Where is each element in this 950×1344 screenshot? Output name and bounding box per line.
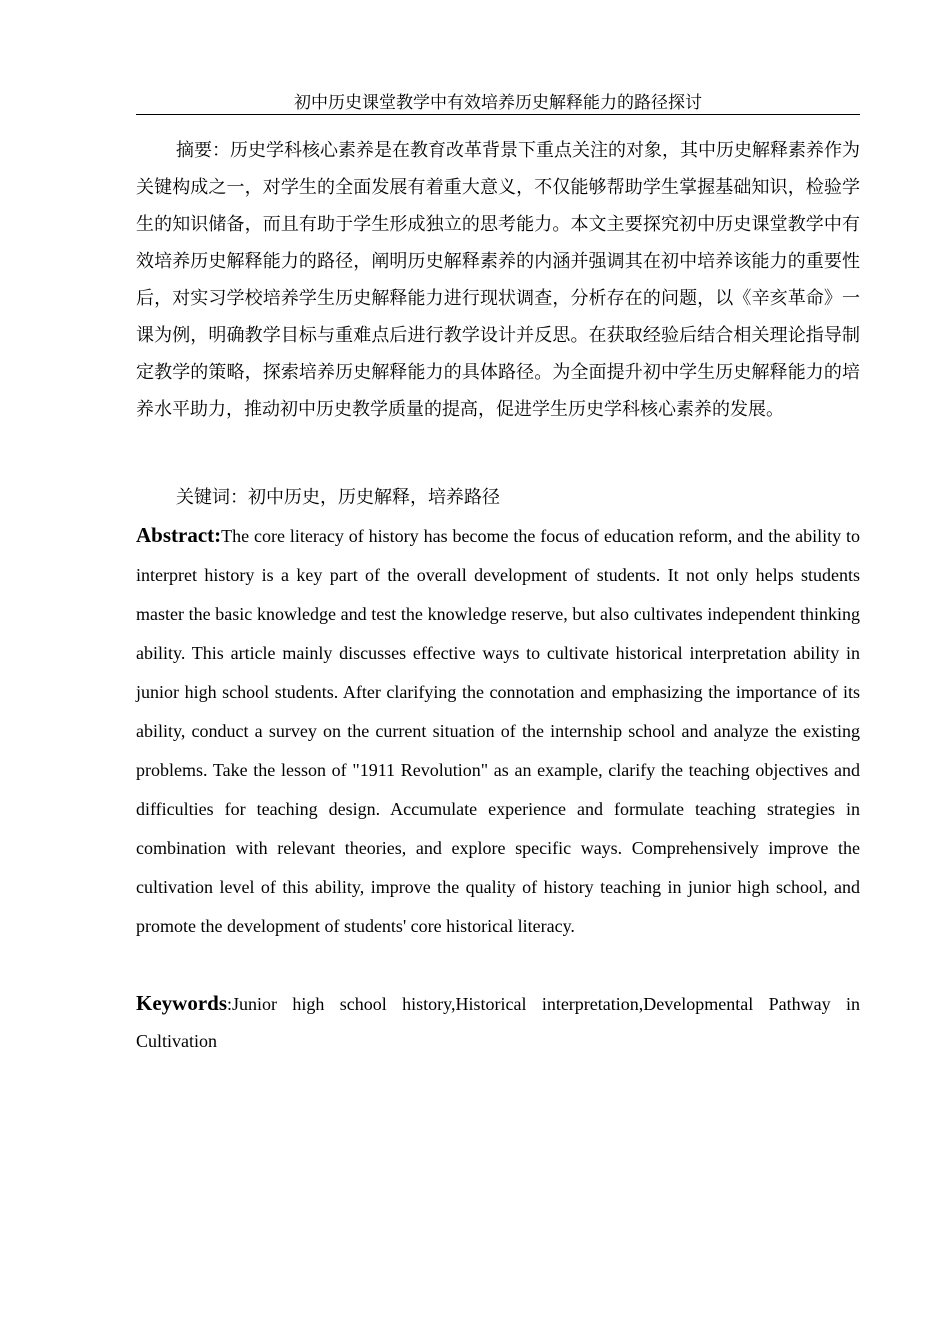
chinese-keywords xyxy=(176,481,860,515)
header-title: 初中历史课堂教学中有效培养历史解释能力的路径探讨 xyxy=(294,93,702,113)
running-header xyxy=(136,92,860,115)
english-abstract-label: Abstract: xyxy=(136,523,222,547)
english-keywords-label: Keywords xyxy=(136,991,227,1015)
chinese-abstract xyxy=(136,132,860,428)
chinese-abstract-text: 历史学科核心素养是在教育改革背景下重点关注的对象，其中历史解释素养作为关键构成之一，对学生的全面发展有着重大意义，不仅能够帮助学生掌握基础知识，检验学生的知识储备，而且有助于学生形成独立的思考能力。本文主要探究初中历史课堂教学中有效培养历史解释能力的路径，阐明历史解释素养的内涵并强调其在初中培养该能力的重要性后，对实习学校培养学生历史解释能力进行现状调查，分析存在的问题，以《辛亥革命》一课为例，明确教学目标与重难点后进行教学设计并反思。在获取经验后结合相关理论指导制定教学的策略，探索培养历史解释能力的具体路径。为全面提升初中学生历史解释能力的培养水平助力，推动初中历史教学质量的提高，促进学生历史学科核心素养的发展。 xyxy=(136,140,860,420)
english-abstract xyxy=(136,516,860,946)
english-keywords-text: :Junior high school history,Historical interpretation,Developmental Pathway in Cultivation xyxy=(136,994,860,1051)
english-abstract-text: The core literacy of history has become the focus of education reform, and the ability to interpret history is a key part of the overall development of students. It not only helps students master the basic knowledge and test the knowledge reserve, but also cultivates independent thinking ability. This article mainly discusses effective ways to cultivate historical interpretation ability in junior high school students. After clarifying the connotation and emphasizing the importance of its ability, conduct a survey on the current situation of the internship school and analyze the existing problems. Take the lesson of "1911 Revolution" as an example, clarify the teaching objectives and difficulties for teaching design. Accumulate experience and formulate teaching strategies in combination with relevant theories, and explore specific ways. Comprehensively improve the cultivation level of this ability, improve the quality of history teaching in junior high school, and promote the development of students' core historical literacy. xyxy=(136,526,860,936)
chinese-keywords-label: 关键词： xyxy=(176,487,248,508)
chinese-keywords-text: 初中历史，历史解释，培养路径 xyxy=(248,487,500,508)
chinese-abstract-label: 摘要： xyxy=(176,140,230,161)
english-keywords xyxy=(136,985,860,1060)
